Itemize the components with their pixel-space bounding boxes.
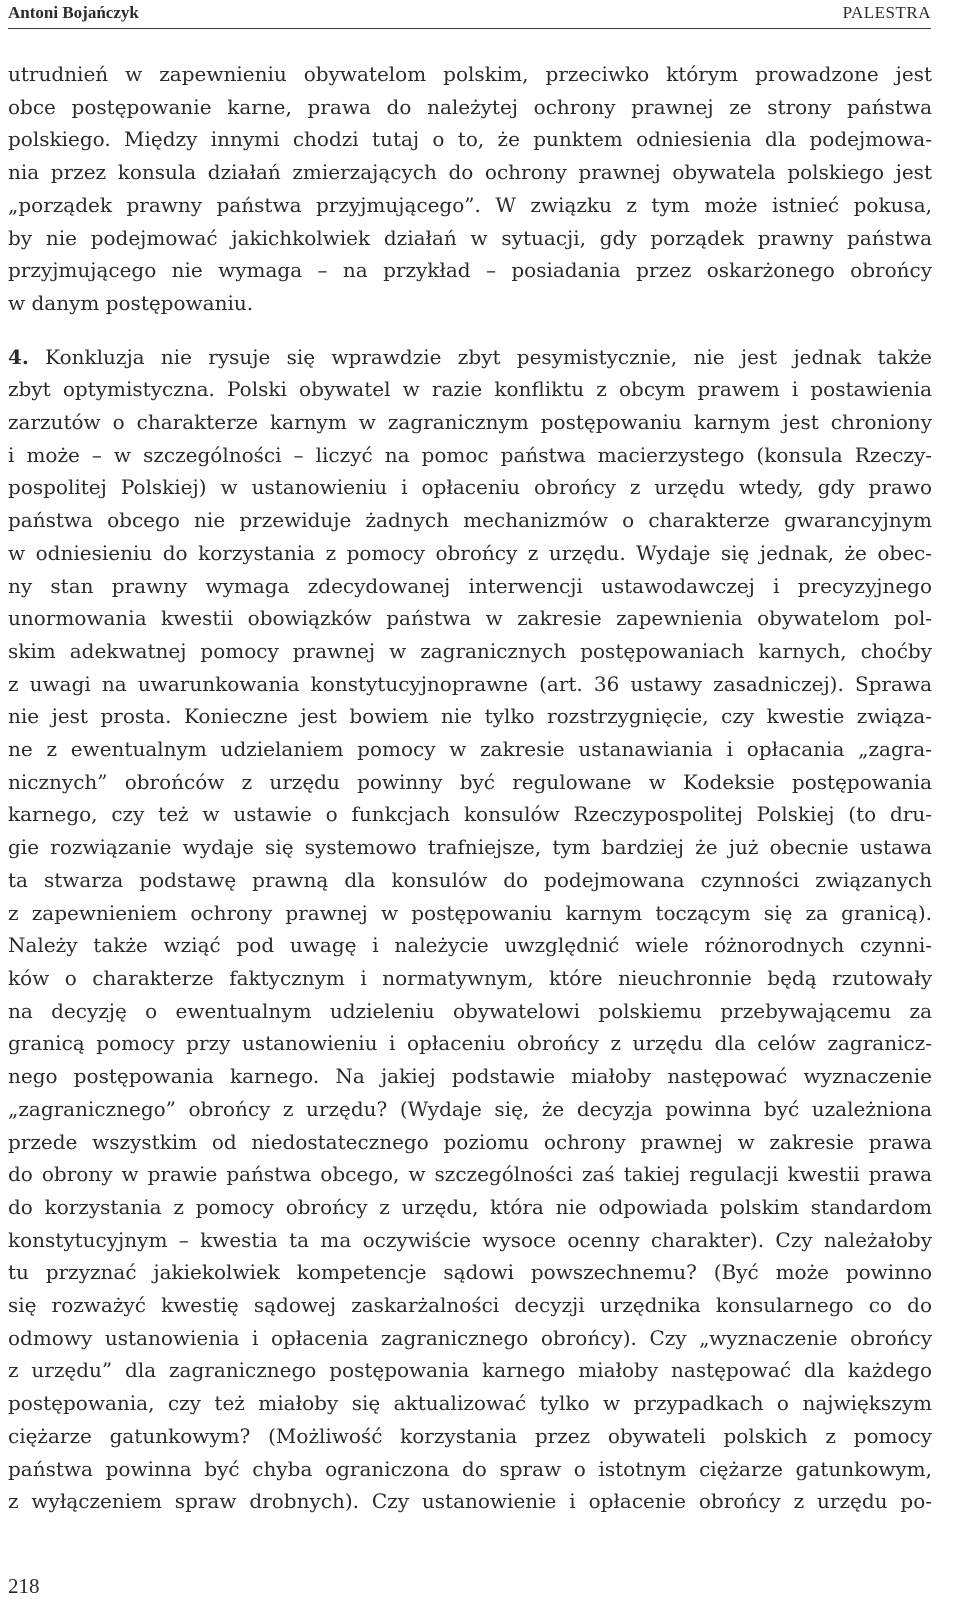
text-line: nego postępowania karnego. Na jakiej podstawie miałoby następować wyznaczenie	[8, 1064, 932, 1089]
text-line: odmowy ustanowienia i opłacenia zagranicznego obrońcy). Czy „wyznaczenie obrońcy	[8, 1325, 932, 1350]
text-line: by nie podejmować jakichkolwiek działań w sytuacji, gdy porządek prawny państwa	[8, 225, 932, 250]
section-4-lines	[8, 373, 932, 1518]
text-line: gie rozwiązanie wydaje się systemowo trafniejsze, tym bardziej że już obecnie ustawa	[8, 835, 932, 860]
text-line: polskiego. Między innymi chodzi tutaj o to, że punktem odniesienia dla podejmowa-	[8, 127, 932, 152]
text-line: z uwagi na uwarunkowania konstytucyjnoprawne (art. 36 ustawy zasadniczej). Sprawa	[8, 671, 932, 696]
text-line: skim adekwatnej pomocy prawnej w zagranicznych postępowaniach karnych, choćby	[8, 638, 932, 663]
text-line: do korzystania z pomocy obrońcy z urzędu, która nie odpowiada polskim standardom	[8, 1194, 932, 1219]
text-line: nia przez konsula działań zmierzających do ochrony prawnej obywatela polskiego jest	[8, 160, 932, 185]
section-spacer	[8, 320, 932, 341]
text-line: państwa powinna być chyba ograniczona do spraw o istotnym ciężarze gatunkowym,	[8, 1456, 932, 1481]
article-body	[8, 58, 932, 1518]
section-first-line	[8, 341, 932, 374]
running-head-author: Antoni Bojańczyk	[8, 3, 139, 22]
text-line: się rozważyć kwestię sądowej zaskarżalności decyzji urzędnika konsularnego co do	[8, 1293, 932, 1318]
text-line: pospolitej Polskiej) w ustanowieniu i opłaceniu obrońcy z urzędu wtedy, gdy prawo	[8, 475, 932, 500]
text-line: ne z ewentualnym udzielaniem pomocy w zakresie ustanawiania i opłacania „zagra-	[8, 737, 932, 762]
text-line: ków o charakterze faktycznym i normatywnym, które nieuchronnie będą rzutowały	[8, 965, 932, 990]
text-line: „zagranicznego” obrońcy z urzędu? (Wydaje się, że decyzja powinna być uzależniona	[8, 1096, 932, 1121]
text-line: obce postępowanie karne, prawa do należytej ochrony prawnej ze strony państwa	[8, 94, 932, 119]
text-line: granicą pomocy przy ustanowieniu i opłaceniu obrońcy z urzędu dla celów zagranicz-	[8, 1031, 932, 1056]
section-4-paragraph	[8, 341, 932, 1518]
text-line: tu przyznać jakiekolwiek kompetencje sądowi powszechnemu? (Być może powinno	[8, 1260, 932, 1285]
text-line: ciężarze gatunkowym? (Możliwość korzystania przez obywateli polskich z pomocy	[8, 1423, 932, 1448]
text-line: i może – w szczególności – liczyć na pomoc państwa macierzystego (konsula Rzeczy-	[8, 442, 932, 467]
running-head-journal: PALESTRA	[842, 3, 931, 22]
text-line: nie jest prosta. Konieczne jest bowiem nie tylko rozstrzygnięcie, czy kwestie związa-	[8, 704, 932, 729]
text-line: „porządek prawny państwa przyjmującego”. W związku z tym może istnieć pokusa,	[8, 192, 932, 217]
text-line: Należy także wziąć pod uwagę i należycie uwzględnić wiele różnorodnych czynni-	[8, 933, 932, 958]
text-line: w danym postępowaniu.	[8, 290, 254, 315]
section-first-line-text: Konkluzja nie rysuje się wprawdzie zbyt pesymistycznie, nie jest jednak także	[28, 344, 932, 369]
text-line: zbyt optymistyczna. Polski obywatel w razie konfliktu z obcym prawem i postawienia	[8, 377, 932, 402]
text-line: postępowania, czy też miałoby się aktualizować tylko w przypadkach o największym	[8, 1391, 932, 1416]
text-line: utrudnień w zapewnieniu obywatelom polskim, przeciwko którym prowadzone jest	[8, 62, 932, 86]
text-line: w odniesieniu do korzystania z pomocy obrońcy z urzędu. Wydaje się jednak, że obec-	[8, 540, 932, 565]
text-line: konstytucyjnym – kwestia ta ma oczywiście wysoce ocenny charakter). Czy należałoby	[8, 1227, 932, 1252]
text-line: przyjmującego nie wymaga – na przykład – posiadania przez oskarżonego obrońcy	[8, 258, 932, 283]
text-line: przede wszystkim od niedostatecznego poziomu ochrony prawnej w zakresie prawa	[8, 1129, 932, 1154]
paragraph-continuation	[8, 58, 932, 320]
text-line: unormowania kwestii obowiązków państwa w zakresie zapewnienia obywatelom pol-	[8, 606, 932, 631]
text-line: karnego, czy też w ustawie o funkcjach konsulów Rzeczypospolitej Polskiej (to dru-	[8, 802, 932, 827]
text-line: z urzędu” dla zagranicznego postępowania karnego miałoby następować dla każdego	[8, 1358, 932, 1383]
text-line: nicznych” obrońców z urzędu powinny być regulowane w Kodeksie postępowania	[8, 769, 932, 794]
section-number: 4.	[8, 344, 29, 369]
text-line: na decyzję o ewentualnym udzieleniu obywatelowi polskiemu przebywającemu za	[8, 998, 932, 1023]
text-line: państwa obcego nie przewiduje żadnych mechanizmów o charakterze gwarancyjnym	[8, 508, 932, 533]
text-line: ny stan prawny wymaga zdecydowanej interwencji ustawodawczej i precyzyjnego	[8, 573, 932, 598]
text-line: do obrony w prawie państwa obcego, w szczególności zaś takiej regulacji kwestii prawa	[8, 1162, 932, 1187]
page-number: 218	[8, 1574, 40, 1598]
running-header	[8, 0, 931, 29]
text-line: z wyłączeniem spraw drobnych). Czy ustanowienie i opłacenie obrońcy z urzędu po-	[8, 1489, 932, 1514]
text-line: zarzutów o charakterze karnym w zagranicznym postępowaniu karnym jest chroniony	[8, 410, 932, 435]
text-line: ta stwarza podstawę prawną dla konsulów do podejmowana czynności związanych	[8, 867, 932, 892]
text-line: z zapewnieniem ochrony prawnej w postępowaniu karnym toczącym się za granicą).	[8, 900, 932, 925]
